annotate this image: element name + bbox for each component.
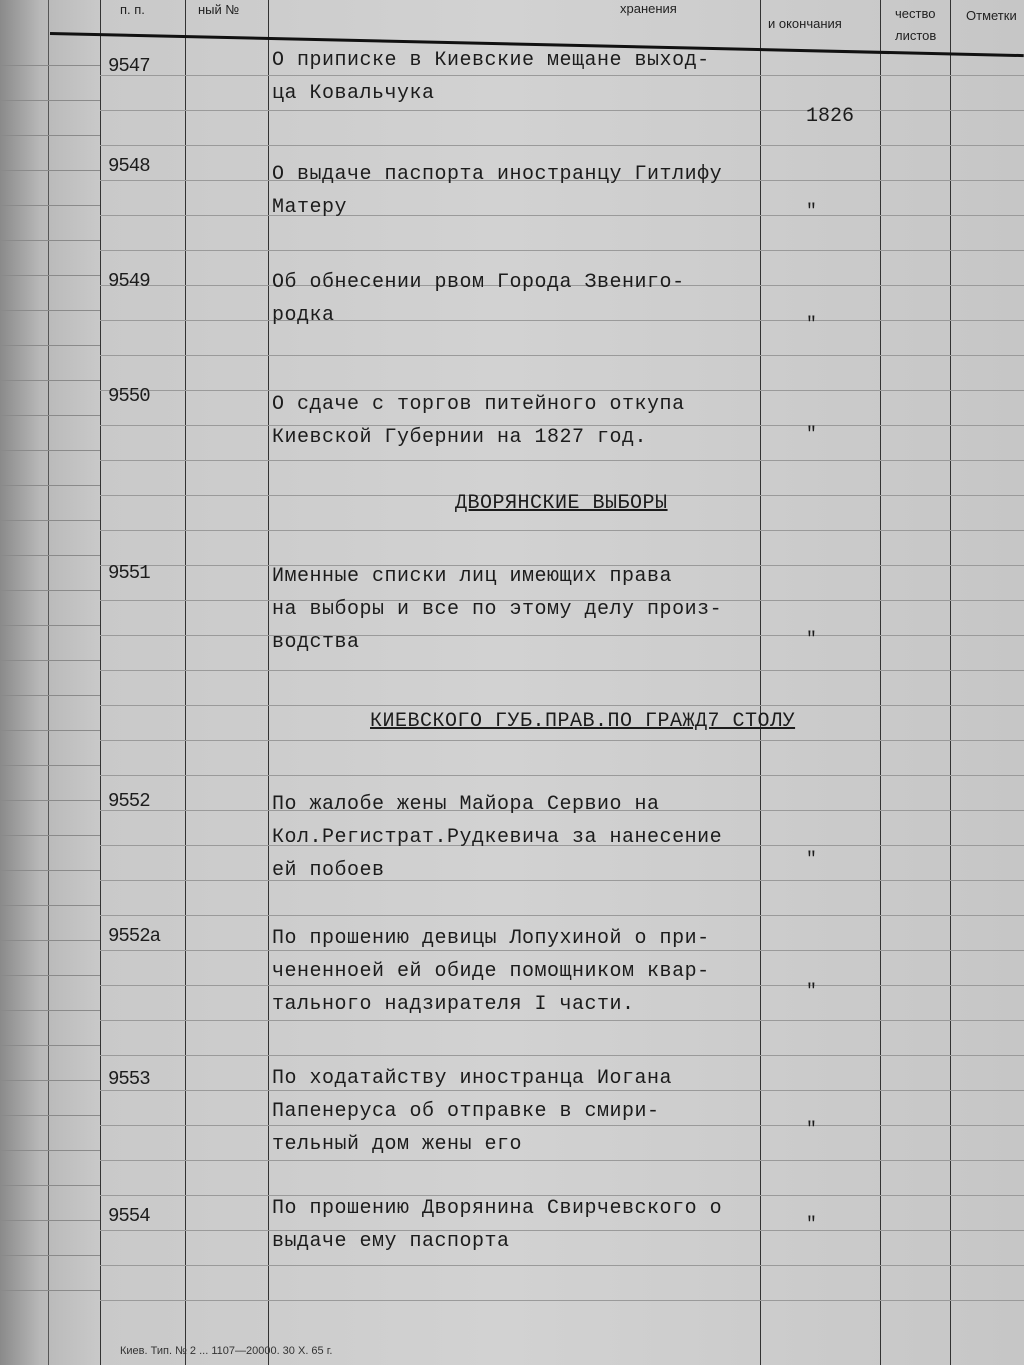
ruled-line [0,1290,100,1291]
ruled-line [100,355,1024,356]
ruled-line [0,555,100,556]
ruled-line [0,65,100,66]
ruled-line [0,1150,100,1151]
section-heading: ДВОРЯНСКИЕ ВЫБОРЫ [455,492,668,515]
entry-title: По прошению девицы Лопухиной о при- чененноей ей обиде помощником квар- тального надзирателя I части. [272,927,710,1016]
ruled-line [0,800,100,801]
ruled-line [100,250,1024,251]
entry-number: 9548 [108,155,150,177]
entry-title: О сдаче с торгов питейного откупа Киевской Губернии на 1827 год. [272,393,685,449]
ruled-line [0,1185,100,1186]
ruled-line [0,275,100,276]
ruled-line [0,695,100,696]
ruled-line [0,240,100,241]
ruled-line [100,460,1024,461]
ruled-line [0,730,100,731]
entry-number: 9552 [108,790,150,812]
ruled-line [0,1220,100,1221]
ruled-line [100,1055,1024,1056]
ruled-line [0,380,100,381]
header-title: хранения [620,1,677,16]
ruled-line [100,740,1024,741]
ruled-line [0,660,100,661]
ruled-line [0,450,100,451]
entry-number: 9549 [108,270,150,292]
ruled-line [0,170,100,171]
entry-title: О приписке в Киевские мещане выход- ца Ковальчука [272,49,710,105]
entry-title: По ходатайству иностранца Иогана Папенеруса об отправке в смири- тельный дом жены его [272,1067,673,1156]
ruled-line [0,975,100,976]
ruled-line [0,1255,100,1256]
header-number: п. п. [120,2,145,17]
entry-date: " [806,1120,817,1140]
entry-title: Именные списки лиц имеющих права на выборы и все по этому делу произ- водства [272,565,723,654]
entry-title: Об обнесении рвом Города Звениго- родка [272,271,685,327]
ruled-line [0,835,100,836]
ruled-line [0,870,100,871]
entry-title: По прошению Дворянина Свирчевского о выдаче ему паспорта [272,1197,723,1253]
entry-date: " [806,630,817,650]
entry-date: " [806,315,817,335]
ruled-line [100,705,1024,706]
ruled-line [0,205,100,206]
ruled-line [100,1300,1024,1301]
ruled-line [0,415,100,416]
ruled-line [100,110,1024,111]
ruled-line [100,145,1024,146]
entry-number: 9550 [108,385,150,407]
entry-date: " [806,1215,817,1235]
ruled-line [0,590,100,591]
entry-number: 9551 [108,562,150,584]
entry-date: 1826 [806,105,855,128]
header-dates: и окончания [768,16,842,31]
entry-date: " [806,202,817,222]
header-old-number: ный № [198,2,240,17]
ruled-line [0,135,100,136]
ruled-line [0,520,100,521]
ruled-line [0,1080,100,1081]
ruled-line [0,765,100,766]
header-sheets-2: листов [895,28,937,43]
ruled-line [100,670,1024,671]
entry-number: 9554 [108,1205,150,1227]
section-heading: КИЕВСКОГО ГУБ.ПРАВ.ПО ГРАЖД7 СТОЛУ [370,710,796,733]
ruled-line [0,1115,100,1116]
ruled-line [100,530,1024,531]
ruled-line [0,625,100,626]
ruled-line [0,345,100,346]
entry-number: 9552а [108,925,161,947]
ruled-line [0,905,100,906]
ruled-line [100,915,1024,916]
ruled-line [0,310,100,311]
ruled-line [0,1045,100,1046]
header-sheets: чество [895,6,936,21]
entry-date: " [806,425,817,445]
ruled-line [0,1010,100,1011]
entry-title: О выдаче паспорта иностранцу Гитлифу Матеру [272,163,723,219]
print-imprint: Киев. Тип. № 2 ... 1107—20000. 30 X. 65 г. [120,1345,333,1357]
ruled-line [0,940,100,941]
entry-date: " [806,982,817,1002]
ruled-line [0,100,100,101]
entry-date: " [806,850,817,870]
ruled-line [100,775,1024,776]
ruled-line [0,485,100,486]
entry-number: 9547 [108,55,150,77]
header-remarks: Отметки [966,8,1017,23]
entry-number: 9553 [108,1068,150,1090]
entry-title: По жалобе жены Майора Сервио на Кол.Регистрат.Рудкевича за нанесение ей побоев [272,793,723,882]
ruled-line [100,1265,1024,1266]
